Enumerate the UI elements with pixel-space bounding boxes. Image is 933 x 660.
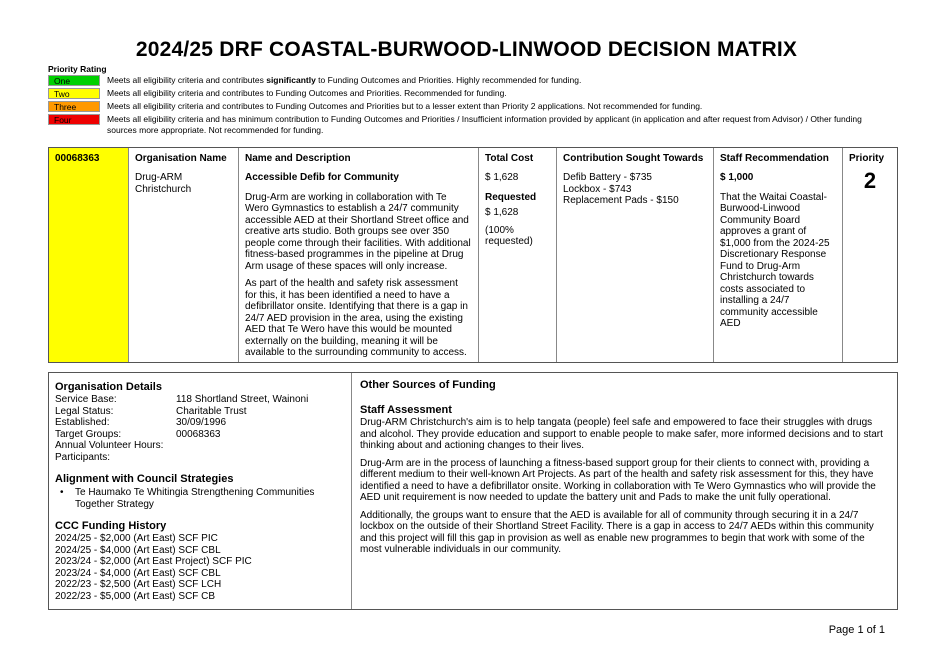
detail-label: Service Base: (55, 394, 117, 405)
staff-recommendation-cell (714, 148, 843, 362)
funding-history-list (55, 533, 345, 602)
priority-level-swatch: Three (48, 101, 100, 112)
staff-recommendation-text: That the Waitai Coastal-Burwood-Linwood Community Board approves a grant of $1,000 from the 2024-25 Discretionary Response Fund to Drug-Arm Christchurch towards costs associated to installing a 24/7 community accessible AED (720, 191, 830, 329)
staff-recommendation-amount: $ 1,000 (720, 172, 754, 183)
organisation-details-list (55, 394, 345, 463)
requested-percent: (100% requested) (485, 224, 533, 247)
organisation-detail-row (55, 429, 345, 441)
bullet-icon: • (60, 487, 64, 498)
contribution-item: Lockbox - $743 (563, 183, 632, 195)
priority-value: 2 (863, 168, 877, 193)
staff-assessment-paragraph: Additionally, the groups want to ensure that the AED is available for all of community through securing it in a 24/7 lockbox on the outside of their Shortland Street Facility. There is a gap in access to 24/7 AEDs within this community and this project will fill this gap in provision as well as enable new programmes to begin that work with some of the most vulnerable individuals in our community. (360, 509, 874, 555)
project-name: Accessible Defib for Community (245, 172, 399, 183)
assessment-panel (352, 373, 897, 609)
priority-level-swatch: Two (48, 88, 100, 99)
requested-value: $ 1,628 (485, 207, 519, 218)
alignment-text: Te Haumako Te Whitingia Strengthening Communities Together Strategy (75, 487, 315, 510)
total-cost-header: Total Cost (485, 153, 534, 164)
cost-cell (479, 148, 557, 362)
description-paragraph-1: Drug-Arm are working in collaboration with Te Wero Gymnastics to establish a 24/7 community accessible AED at their Shortland Street office and creative arts studio. Both groups see over 350 people come through their facilities. With additional fitness-based programmes in the pipeline at Drug Arm usage of these spaces will only increase. (245, 191, 471, 272)
organisation-detail-row (55, 417, 345, 429)
detail-label: Target Groups: (55, 428, 122, 440)
funding-history-item: 2023/24 - $2,000 (Art East Project) SCF PIC (55, 556, 252, 567)
other-sources-heading: Other Sources of Funding (360, 379, 496, 391)
requested-label: Requested (485, 191, 537, 203)
organisation-details-panel (49, 373, 352, 609)
organisation-detail-row (55, 440, 345, 452)
priority-level-description: Meets all eligibility criteria and has minimum contribution to Funding Outcomes and Priorities / Insufficient information provided by applicant (in application and after request from Advisor) / Other funding sources more appropriate. Not recommended for funding. (107, 114, 862, 135)
detail-label: Established: (55, 417, 110, 428)
detail-label: Annual Volunteer Hours: (55, 440, 164, 451)
contribution-item: Replacement Pads - $150 (563, 195, 679, 206)
funding-history-item: 2024/25 - $2,000 (Art East) SCF PIC (55, 533, 218, 544)
funding-history-heading: CCC Funding History (55, 520, 167, 532)
staff-recommendation-header: Staff Recommendation (720, 153, 829, 164)
priority-level-description: Meets all eligibility criteria and contributes to Funding Outcomes and Priorities. Recommended for funding. (107, 88, 507, 98)
alignment-list (55, 487, 345, 510)
staff-assessment-heading: Staff Assessment (360, 404, 452, 416)
funding-history-item: 2022/23 - $2,500 (Art East) SCF LCH (55, 579, 222, 590)
priority-level-swatch: Four (48, 114, 100, 125)
description-header: Name and Description (245, 153, 351, 164)
priority-cell (843, 148, 897, 362)
description-paragraph-2: As part of the health and safety risk assessment for this, it has been identified a need to have a defibrillator onsite. Identifying that there is a gap in 24/7 AED provision in the area, using the existing AED that Te Wero have this would be mounted externally on the building, meaning it will be available to the surrounding community to access. (245, 278, 468, 358)
priority-level-description: Meets all eligibility criteria and contributes to Funding Outcomes and Priorities but to a lesser extent than Priority 2 applications. Not recommended for funding. (107, 101, 703, 111)
detail-label: Participants: (55, 451, 111, 463)
total-cost-value: $ 1,628 (485, 172, 519, 183)
organisation-details-heading: Organisation Details (55, 381, 162, 393)
contribution-list (563, 172, 707, 207)
contribution-header: Contribution Sought Towards (563, 153, 704, 164)
staff-assessment-text (360, 417, 889, 556)
detail-value: 118 Shortland Street, Wainoni (176, 394, 309, 405)
priority-level-swatch: One (48, 75, 100, 86)
details-section (48, 372, 898, 610)
page-number: Page 1 of 1 (828, 624, 885, 636)
detail-value: 00068363 (176, 428, 221, 440)
priority-level-description: Meets all eligibility criteria and contributes significantly to Funding Outcomes and Priorities. Highly recommended for funding. (107, 75, 582, 85)
alignment-heading: Alignment with Council Strategies (55, 473, 234, 485)
application-id: 00068363 (55, 153, 100, 164)
contribution-cell (557, 148, 714, 362)
organisation-name: Drug-ARM Christchurch (135, 172, 192, 195)
description-cell (239, 148, 479, 362)
contribution-item: Defib Battery - $735 (563, 172, 652, 183)
organisation-header: Organisation Name (135, 153, 227, 164)
detail-value: Charitable Trust (176, 405, 247, 417)
organisation-detail-row (55, 394, 345, 406)
funding-history-item: 2024/25 - $4,000 (Art East) SCF CBL (55, 544, 221, 556)
application-id-cell (49, 148, 129, 362)
organisation-cell (129, 148, 239, 362)
page-title: 2024/25 DRF COASTAL-BURWOOD-LINWOOD DECISION MATRIX (135, 38, 798, 61)
priority-header: Priority (849, 153, 885, 164)
funding-history-item: 2023/24 - $4,000 (Art East) SCF CBL (55, 567, 221, 579)
detail-label: Legal Status: (55, 405, 114, 417)
staff-assessment-paragraph: Drug-ARM Christchurch's aim is to help tangata (people) feel safe and empowered to face their struggles with drugs and alcohol. They provide education and support to enable people to make safer, more informed decisions and to start thinking about and actioning changes to their lives. (360, 417, 883, 451)
priority-rating-heading: Priority Rating (48, 64, 107, 74)
detail-value: 30/09/1996 (176, 417, 227, 428)
organisation-detail-row (55, 406, 345, 418)
organisation-detail-row (55, 452, 345, 464)
funding-history-item: 2022/23 - $5,000 (Art East) SCF CB (55, 590, 216, 602)
alignment-item (55, 487, 345, 510)
decision-matrix-row (48, 147, 898, 363)
staff-assessment-paragraph: Drug-Arm are in the process of launching a fitness-based support group for their clients to connect with, providing a different medium to their well-known Art Projects. As part of the health and safety risk assessment for this, they have identified a need to have a defibrillator onsite. Working in collaboration with Te Wero Gymnastics who will provide the AED unit requirement is now needed to update the battery unit and Pads to make the unit fully operational. (360, 457, 876, 503)
